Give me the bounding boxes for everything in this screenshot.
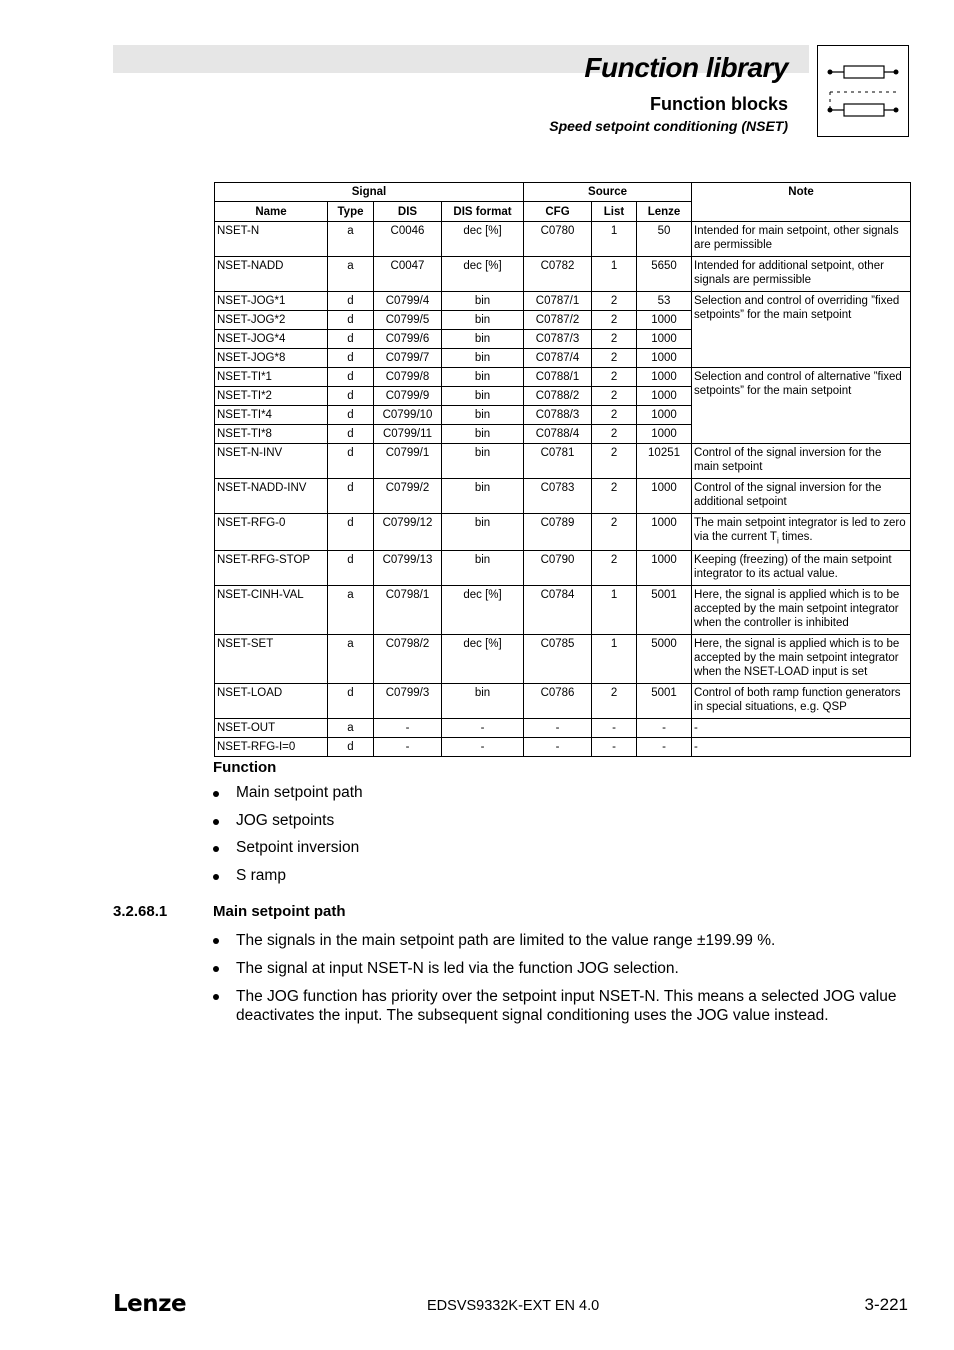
source-lenze: 1000 bbox=[637, 311, 692, 330]
signal-type: d bbox=[328, 684, 374, 719]
signal-dis-format: dec [%] bbox=[442, 586, 524, 635]
source-lenze: 5650 bbox=[637, 257, 692, 292]
source-list: - bbox=[592, 738, 637, 757]
function-list bbox=[213, 784, 363, 894]
signal-type: d bbox=[328, 551, 374, 586]
signal-dis-format: bin bbox=[442, 479, 524, 514]
bullet-icon bbox=[213, 938, 219, 944]
signal-name: NSET-TI*1 bbox=[215, 368, 328, 387]
list-item-text: Setpoint inversion bbox=[236, 839, 360, 857]
subsection-title: Speed setpoint conditioning (NSET) bbox=[549, 118, 788, 134]
source-lenze: 1000 bbox=[637, 425, 692, 444]
signal-dis: C0799/13 bbox=[374, 551, 442, 586]
group-header-signal: Signal bbox=[215, 183, 524, 202]
signal-dis: C0047 bbox=[374, 257, 442, 292]
source-cfg: C0788/3 bbox=[524, 406, 592, 425]
signal-name: NSET-TI*8 bbox=[215, 425, 328, 444]
note-text: The main setpoint integrator is led to zero via the current T bbox=[694, 517, 906, 543]
signal-note bbox=[692, 514, 911, 551]
source-cfg: C0785 bbox=[524, 635, 592, 684]
list-item-text: Main setpoint path bbox=[236, 784, 363, 801]
signal-type: d bbox=[328, 368, 374, 387]
signal-note: Selection and control of alternative ”fixed setpoints” for the main setpoint bbox=[692, 368, 911, 444]
source-lenze: 5001 bbox=[637, 684, 692, 719]
lenze-logo: Lenze bbox=[113, 1291, 187, 1317]
signal-note: Selection and control of overriding ”fixed setpoints” for the main setpoint bbox=[692, 292, 911, 368]
list-item-text: JOG setpoints bbox=[236, 811, 335, 829]
signal-name: NSET-N bbox=[215, 222, 328, 257]
source-cfg: C0782 bbox=[524, 257, 592, 292]
signal-name: NSET-N-INV bbox=[215, 444, 328, 479]
signal-dis-format: bin bbox=[442, 444, 524, 479]
table-row bbox=[215, 586, 911, 635]
source-list: 2 bbox=[592, 514, 637, 551]
section-heading: Main setpoint path bbox=[213, 903, 346, 920]
signal-dis: C0799/6 bbox=[374, 330, 442, 349]
group-header-note: Note bbox=[692, 183, 911, 222]
signal-name: NSET-JOG*4 bbox=[215, 330, 328, 349]
note-text-end: times. bbox=[778, 531, 813, 543]
signal-table bbox=[214, 182, 911, 757]
signal-type: d bbox=[328, 406, 374, 425]
section-number: 3.2.68.1 bbox=[113, 903, 168, 920]
signal-dis-format: bin bbox=[442, 514, 524, 551]
signal-dis: C0046 bbox=[374, 222, 442, 257]
source-lenze: - bbox=[637, 719, 692, 738]
signal-name: NSET-JOG*2 bbox=[215, 311, 328, 330]
source-list: - bbox=[592, 719, 637, 738]
signal-dis: C0799/10 bbox=[374, 406, 442, 425]
signal-name: NSET-RFG-0 bbox=[215, 514, 328, 551]
source-cfg: C0788/4 bbox=[524, 425, 592, 444]
signal-dis: C0799/1 bbox=[374, 444, 442, 479]
signal-dis-format: bin bbox=[442, 311, 524, 330]
signal-name: NSET-NADD-INV bbox=[215, 479, 328, 514]
source-lenze: - bbox=[637, 738, 692, 757]
source-list: 2 bbox=[592, 406, 637, 425]
source-lenze: 1000 bbox=[637, 368, 692, 387]
signal-name: NSET-SET bbox=[215, 635, 328, 684]
page-title: Function library bbox=[584, 52, 788, 83]
source-cfg: C0787/3 bbox=[524, 330, 592, 349]
function-heading: Function bbox=[213, 759, 277, 776]
table-row bbox=[215, 719, 911, 738]
signal-name: NSET-NADD bbox=[215, 257, 328, 292]
signal-type: d bbox=[328, 479, 374, 514]
source-lenze: 1000 bbox=[637, 551, 692, 586]
signal-note: Control of the signal inversion for the main setpoint bbox=[692, 444, 911, 479]
signal-dis-format: bin bbox=[442, 684, 524, 719]
signal-dis: C0798/2 bbox=[374, 635, 442, 684]
source-lenze: 5001 bbox=[637, 586, 692, 635]
column-header-dis: DIS bbox=[374, 202, 442, 222]
signal-dis: C0799/9 bbox=[374, 387, 442, 406]
signal-name: NSET-TI*4 bbox=[215, 406, 328, 425]
source-cfg: C0787/1 bbox=[524, 292, 592, 311]
source-lenze: 1000 bbox=[637, 479, 692, 514]
bullet-icon bbox=[213, 966, 219, 972]
source-cfg: C0789 bbox=[524, 514, 592, 551]
table-row bbox=[215, 551, 911, 586]
list-item bbox=[213, 987, 913, 1025]
section-list bbox=[213, 931, 913, 1034]
source-cfg: C0787/4 bbox=[524, 349, 592, 368]
signal-type: d bbox=[328, 330, 374, 349]
column-header-type: Type bbox=[328, 202, 374, 222]
source-lenze: 50 bbox=[637, 222, 692, 257]
signal-type: a bbox=[328, 222, 374, 257]
source-lenze: 1000 bbox=[637, 406, 692, 425]
table-row bbox=[215, 222, 911, 257]
signal-name: NSET-CINH-VAL bbox=[215, 586, 328, 635]
group-header-source: Source bbox=[524, 183, 692, 202]
note-subscript: i bbox=[776, 536, 779, 546]
signal-type: d bbox=[328, 738, 374, 757]
signal-dis: C0799/4 bbox=[374, 292, 442, 311]
source-lenze: 1000 bbox=[637, 387, 692, 406]
table-row bbox=[215, 684, 911, 719]
source-list: 2 bbox=[592, 349, 637, 368]
signal-dis-format: bin bbox=[442, 425, 524, 444]
signal-name: NSET-RFG-STOP bbox=[215, 551, 328, 586]
source-lenze: 1000 bbox=[637, 330, 692, 349]
source-list: 2 bbox=[592, 551, 637, 586]
source-list: 2 bbox=[592, 684, 637, 719]
signal-dis: C0799/11 bbox=[374, 425, 442, 444]
signal-dis-format: bin bbox=[442, 387, 524, 406]
source-list: 2 bbox=[592, 368, 637, 387]
signal-type: d bbox=[328, 444, 374, 479]
source-cfg: - bbox=[524, 719, 592, 738]
signal-name: NSET-JOG*8 bbox=[215, 349, 328, 368]
source-list: 1 bbox=[592, 635, 637, 684]
source-list: 2 bbox=[592, 292, 637, 311]
signal-dis: C0798/1 bbox=[374, 586, 442, 635]
signal-name: NSET-LOAD bbox=[215, 684, 328, 719]
source-lenze: 53 bbox=[637, 292, 692, 311]
signal-dis-format: bin bbox=[442, 349, 524, 368]
signal-dis: - bbox=[374, 738, 442, 757]
source-list: 2 bbox=[592, 444, 637, 479]
table-row bbox=[215, 479, 911, 514]
signal-dis-format: bin bbox=[442, 368, 524, 387]
signal-dis: C0799/8 bbox=[374, 368, 442, 387]
source-list: 1 bbox=[592, 222, 637, 257]
source-list: 2 bbox=[592, 479, 637, 514]
source-cfg: C0788/2 bbox=[524, 387, 592, 406]
signal-dis-format: bin bbox=[442, 292, 524, 311]
list-item bbox=[213, 839, 363, 867]
column-header-dis-format: DIS format bbox=[442, 202, 524, 222]
signal-dis: C0799/5 bbox=[374, 311, 442, 330]
signal-dis-format: bin bbox=[442, 406, 524, 425]
list-item-text: The signals in the main setpoint path are limited to the value range ±199.99 %. bbox=[236, 932, 776, 949]
signal-dis-format: dec [%] bbox=[442, 222, 524, 257]
function-block-icon bbox=[817, 45, 909, 137]
source-cfg: C0788/1 bbox=[524, 368, 592, 387]
column-header-name: Name bbox=[215, 202, 328, 222]
signal-dis: C0799/12 bbox=[374, 514, 442, 551]
signal-name: NSET-RFG-I=0 bbox=[215, 738, 328, 757]
table-row bbox=[215, 635, 911, 684]
source-lenze: 1000 bbox=[637, 349, 692, 368]
table-row bbox=[215, 257, 911, 292]
source-cfg: C0784 bbox=[524, 586, 592, 635]
source-lenze: 1000 bbox=[637, 514, 692, 551]
source-lenze: 5000 bbox=[637, 635, 692, 684]
signal-note: Control of the signal inversion for the additional setpoint bbox=[692, 479, 911, 514]
table-row bbox=[215, 292, 911, 311]
signal-type: a bbox=[328, 719, 374, 738]
source-lenze: 10251 bbox=[637, 444, 692, 479]
signal-name: NSET-JOG*1 bbox=[215, 292, 328, 311]
column-header-lenze: Lenze bbox=[637, 202, 692, 222]
bullet-icon bbox=[213, 994, 219, 1000]
signal-note: - bbox=[692, 738, 911, 757]
source-cfg: C0780 bbox=[524, 222, 592, 257]
signal-name: NSET-TI*2 bbox=[215, 387, 328, 406]
section-title: Function blocks bbox=[649, 94, 788, 114]
table-row bbox=[215, 514, 911, 551]
signal-dis-format: dec [%] bbox=[442, 635, 524, 684]
bullet-icon bbox=[213, 874, 219, 880]
source-list: 1 bbox=[592, 257, 637, 292]
signal-note: - bbox=[692, 719, 911, 738]
table-row bbox=[215, 368, 911, 387]
page-number: 3-221 bbox=[864, 1295, 908, 1314]
list-item-text: The JOG function has priority over the setpoint input NSET-N. This means a selected JOG value deactivates the input. The subsequent signal conditioning uses the JOG value instead. bbox=[236, 988, 897, 1024]
table-row bbox=[215, 738, 911, 757]
signal-type: d bbox=[328, 292, 374, 311]
signal-dis: C0799/7 bbox=[374, 349, 442, 368]
signal-dis-format: dec [%] bbox=[442, 257, 524, 292]
signal-dis: C0799/2 bbox=[374, 479, 442, 514]
column-header-cfg: CFG bbox=[524, 202, 592, 222]
signal-type: a bbox=[328, 586, 374, 635]
list-item bbox=[213, 784, 363, 812]
source-list: 2 bbox=[592, 387, 637, 406]
signal-dis-format: - bbox=[442, 719, 524, 738]
signal-type: d bbox=[328, 514, 374, 551]
list-item bbox=[213, 959, 913, 978]
source-cfg: - bbox=[524, 738, 592, 757]
signal-type: a bbox=[328, 257, 374, 292]
source-list: 2 bbox=[592, 425, 637, 444]
source-list: 2 bbox=[592, 311, 637, 330]
signal-note: Keeping (freezing) of the main setpoint integrator to its actual value. bbox=[692, 551, 911, 586]
source-cfg: C0786 bbox=[524, 684, 592, 719]
list-item-text: The signal at input NSET-N is led via the function JOG selection. bbox=[236, 960, 679, 977]
signal-dis-format: bin bbox=[442, 330, 524, 349]
source-list: 1 bbox=[592, 586, 637, 635]
bullet-icon bbox=[213, 791, 219, 797]
signal-dis-format: - bbox=[442, 738, 524, 757]
source-cfg: C0787/2 bbox=[524, 311, 592, 330]
signal-note: Here, the signal is applied which is to be accepted by the main setpoint integrator when the controller is inhibited bbox=[692, 586, 911, 635]
signal-type: d bbox=[328, 387, 374, 406]
signal-type: d bbox=[328, 349, 374, 368]
document-code: EDSVS9332K-EXT EN 4.0 bbox=[427, 1298, 600, 1314]
signal-note: Intended for main setpoint, other signals are permissible bbox=[692, 222, 911, 257]
signal-dis: C0799/3 bbox=[374, 684, 442, 719]
signal-note: Intended for additional setpoint, other signals are permissible bbox=[692, 257, 911, 292]
signal-note: Control of both ramp function generators in special situations, e.g. QSP bbox=[692, 684, 911, 719]
signal-name: NSET-OUT bbox=[215, 719, 328, 738]
bullet-icon bbox=[213, 819, 219, 825]
bullet-icon bbox=[213, 846, 219, 852]
signal-dis: - bbox=[374, 719, 442, 738]
source-cfg: C0790 bbox=[524, 551, 592, 586]
signal-note: Here, the signal is applied which is to be accepted by the main setpoint integrator when the NSET-LOAD input is set bbox=[692, 635, 911, 684]
list-item bbox=[213, 931, 913, 950]
column-header-list: List bbox=[592, 202, 637, 222]
table-row bbox=[215, 444, 911, 479]
signal-type: a bbox=[328, 635, 374, 684]
signal-type: d bbox=[328, 311, 374, 330]
list-item-text: S ramp bbox=[236, 866, 286, 884]
source-cfg: C0783 bbox=[524, 479, 592, 514]
source-cfg: C0781 bbox=[524, 444, 592, 479]
signal-dis-format: bin bbox=[442, 551, 524, 586]
list-item bbox=[213, 867, 363, 895]
signal-type: d bbox=[328, 425, 374, 444]
source-list: 2 bbox=[592, 330, 637, 349]
list-item bbox=[213, 812, 363, 840]
